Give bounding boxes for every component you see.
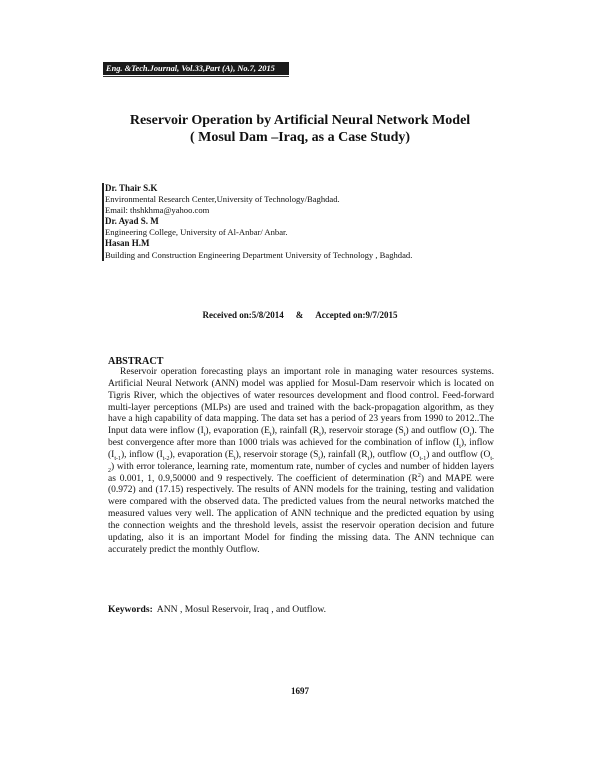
date-separator: & (295, 310, 304, 320)
author-email: Email: thshkhma@yahoo.com (105, 205, 210, 216)
paper-title-line-1: Reservoir Operation by Artificial Neural Network Model (129, 113, 471, 128)
keywords-text: ANN , Mosul Reservoir, Iraq , and Outflow. (156, 604, 327, 615)
page-number: 1697 (291, 686, 309, 696)
accepted-date: Accepted on:9/7/2015 (315, 310, 398, 320)
author-name: Hasan H.M (105, 238, 150, 249)
abstract-heading: ABSTRACT (108, 356, 164, 367)
author-name: Dr. Thair S.K (105, 183, 158, 193)
submission-dates (0, 310, 600, 320)
author-block (102, 183, 522, 261)
banner-rule (103, 76, 289, 77)
author-affiliation: Engineering College, University of Al-Anbar/ Anbar. (105, 227, 288, 238)
abstract-body: Reservoir operation forecasting plays an important role in managing water resources systems. Artificial Neural Network (ANN) model was applied for Mosul-Dam reservoir which is located on Tigris River, which the objectives of water resources development and flood control. Feed-forward multi-layer perceptions (MLPs) are used and trained with the back-propagation algorithm, as they have a high capability of data mapping. The data set has a period of 23 years from 1990 to 2012..The Input data were inflow $(I_t)$, evaporation $(E_t)$, rainfall $(R_t)$, reservoir storage $(S_t)$ and outflow $(O_t)$. The best convergence after more than 1000 trials was achieved for the combination of inflow $(I_t)$, inflow $(I_{t-1})$, inflow $(I_{t-2})$, evaporation $(E_t)$, reservoir storage $(S_t)$, rainfall $(R_t)$, outflow $(O_{t-1})$ and outflow $(O_{t-2})$ with error tolerance, learning rate, momentum rate, number of cycles and number of hidden layers as 0.001, 1, 0.9,50000 and 9 respectively. The coefficient of determination $(R^2)$ and MAPE were (0.972) and (17.15) respectively. The results of ANN models for the training, testing and validation were compared with the observed data. The predicted values from the neural networks matched the measured values very well. The application of ANN technique and the predicted equation by using the connection weights and the threshold levels, assist the reservoir operation decision and future updating, also it is an important Model for finding the missing data. The ANN technique can accurately predict the monthly Outflow. (108, 367, 494, 555)
keywords-line (108, 604, 326, 615)
keywords-label: Keywords: (108, 604, 153, 615)
author-affiliation: Environmental Research Center,University of Technology/Baghdad. (105, 194, 340, 205)
received-date: Received on:5/8/2014 (202, 310, 284, 320)
author-name: Dr. Ayad S. M (105, 216, 159, 227)
journal-banner: Eng. &Tech.Journal, Vol.33,Part (A), No.7, 2015 (103, 62, 289, 75)
author-affiliation: Building and Construction Engineering Department University of Technology , Baghdad. (105, 249, 413, 260)
paper-title-line-2: ( Mosul Dam –Iraq, as a Case Study) (189, 130, 411, 145)
